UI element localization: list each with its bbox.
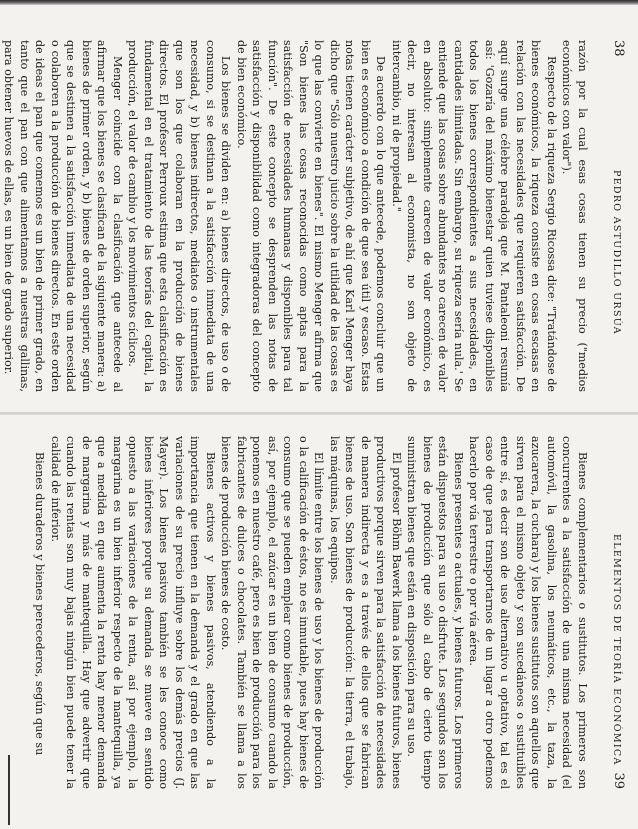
right-running-head: ELEMENTOS DE TEORÍA ECONÓMICA [611,534,622,766]
paragraph: Respecto de la riqueza Sergio Ricossa dice: "Tratándose de bienes económicos, la riqueza consiste en cosas escasas en relación con las necesidades que requieren satisfacción. De aquí surge una célebre paradoja que M. Pantaleoni resumía así: 'Gozaría del máximo bienestar quien tuviese disponibles todos los bienes correspondientes a sus necesidades, en cantidades ilimitadas. Sin embargo, su riqueza sería nula.' Se entiende que las cosas sobre abundantes no carecen de valor en absoluto: simplemente carecen de valor económico, es decir, no interesan al economista, no son objeto de intercambio, ni de propiedad." [390,40,558,392]
paragraph: De acuerdo con lo que antecede, podemos concluir que un bien es económico a condición de que sea útil y escaso. Estas notas tienen carácter subjetivo, de ahí que Karl Menger haya dicho que "Sólo nuestro juicio sobre la utilidad de las cosas es lo que las convierte en bienes". El mismo Menger afirma que "Son bienes las cosas reconocidas como aptas para la satisfacción de necesidades humanas y disponibles para tal función". De este concepto se desprenden las notas de satisfacción y disponibilidad como integradoras del concepto de bien económico. [235,40,388,392]
paragraph: Menger coincide con la clasificación que antecede al afirmar que los bienes se clasifican de la siguiente manera: a) bienes de primer orden, y b) bienes de orden superior, según que se destinen a la satisfacción inmediata de una necesidad o colaboren a la producción de bienes directos. En este orden de ideas el pan que comemos es un bien de primer grado, en tanto que el pan con que alimentamos a nuestras gallinas, para obtener huevos de ellas, es un bien de grado superior. [2,40,124,392]
paragraph: Bienes activos y bienes pasivos, atendiendo a la importancia que tienen en la demanda y el grado en que las variaciones de su precio influye sobre los demás precios (J. Mayer). Los bienes pasivos también se les conoce como bienes inferiores porque su demanda se mueve en sentido opuesto a las variaciones de la renta, así por ejemplo, la margarina es un bien inferior respecto de la mantequilla, ya que a medida en que aumenta la renta hay menor demanda de margarina y más de mantequilla. Hay que advertir que cuando las rentas son muy bajas ningún bien puede tener la calidad de inferior. [49,436,217,789]
paragraph: Bienes complementarios o sustitutos. Los primeros son concurrentes a la satisfacción de una misma necesidad (el automóvil, la gasolina, los neumáticos, etc., la taza, la azucarera, la cuchara) y los bienes sustitutos son aquellos que sirven para el mismo objeto y son sucedáneos o sustituibles entre sí, es decir son de uso alternativo u optativo, tal es el caso de que para transportarnos de un lugar a otro podemos hacerlo por vía terrestre o por vía aérea. [467,436,589,789]
right-page-number: 39 [611,772,626,789]
left-page-number: 38 [611,40,626,57]
left-page-body [1,40,590,392]
right-page-body [32,436,590,789]
left-page [0,0,638,414]
left-running-head: PEDRO ASTUDILLO URSÚA [611,170,622,335]
paragraph: Bienes presentes o actuales, y bienes futuros. Los primeros están dispuestos para su uso o disfrute. Los segundos son los bienes de producción que sólo al cabo de cierto tiempo suministran bienes que están en disposición para su uso. [405,436,465,789]
paragraph: El profesor Böhm Bawerk llama a los bienes futuros, bienes productivos porque sirven para la satisfacción de necesidades de manera indirecta y es a través de ellos que se fabrican bienes de uso. Son bienes de producción: la tierra, el trabajo, las máquinas, los equipos. [328,436,403,789]
right-page [0,414,638,829]
paragraph: El límite entre los bienes de uso y los bienes de producción o la calificación de éstos, no es inmutable, pues hay bienes de consumo que se pueden emplear como bienes de producción, así, por ejemplo, el azúcar es un bien de consumo cuando la ponemos en nuestro café, pero es bien de producción para los fabricantes de dulces o chocolates. También se llama a los bienes de producción bienes de costo. [219,436,326,789]
paragraph: razón por la cual esas cosas tienen su precio ("medios económicos con valor"). [560,40,589,392]
paragraph: Los bienes se dividen en: a) bienes directos, de uso o de consumo, si se destinan a la satisfacción inmediata de una necesidad, y b) bienes indirectos, mediatos o instrumentales que son los que colaboran en la producción de bienes directos. El profesor Perroux estima que esta clasificación es fundamental en el tratamiento de las teorías del capital, la producción, el valor de cambio y los movimientos cíclicos. [126,40,233,392]
paragraph: Bienes duraderos y bienes perecederos, según que su [33,452,47,756]
